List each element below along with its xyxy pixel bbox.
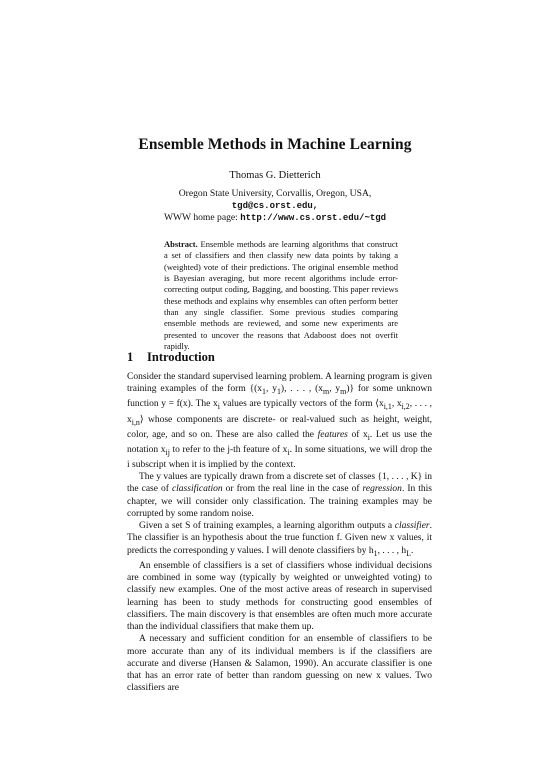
homepage-link[interactable]: http://www.cs.orst.edu/~tgd [240, 213, 387, 224]
section-number: 1 [127, 350, 134, 364]
section-heading [127, 350, 215, 365]
author-name: Thomas G. Dietterich [229, 170, 321, 181]
body-text [127, 371, 432, 695]
abstract-text: Ensemble methods are learning algorithms that construct a set of classifiers and then classify new data points by taking a (weighted) vote of their predictions. The original ensemble method is Bayesian averaging, but more recent algorithms include error-correcting output coding, Bagging, and boosting. This paper reviews these methods and explains why ensembles can often perform better than any single classifier. Some previous studies comparing ensemble methods are reviewed, and some new experiments are presented to uncover the reasons that Adaboost does not overfit rapidly. [164, 239, 399, 352]
homepage-label: WWW home page: [163, 212, 241, 224]
abstract-label: Abstract. [164, 239, 198, 249]
author-affiliation [0, 188, 550, 225]
abstract [164, 239, 398, 352]
paragraph-3: Given a set S of training examples, a learning algorithm outputs a classifier. The classifier is an hypothesis about the true function f. Given new x values, it predicts the corresponding y values. I will denote classifiers by $h_1$, . . . , $h_L$. [127, 521, 432, 558]
email-link[interactable]: tgd@cs.orst.edu, [231, 201, 319, 212]
section-title: Introduction [147, 350, 215, 364]
institution: Oregon State University, Corvallis, Oregon, USA, [178, 188, 372, 199]
paragraph-4: An ensemble of classifiers is a set of classifiers whose individual decisions are combined in some way (typically by weighted or unweighted voting) to classify new examples. One of the most active areas of research in supervised learning has been to study methods for constructing good ensembles of classifiers. The main discovery is that ensembles are often much more accurate than the individual classifiers that make them up. [127, 560, 432, 633]
paragraph-5: A necessary and sufficient condition for an ensemble of classifiers to be more accurate than any of its individual members is if the classifiers are accurate and diverse (Hansen & Salamon, 1990). An accurate classifier is one that has an error rate of better than random guessing on new x values. Two classifiers are [127, 634, 432, 694]
paragraph-2: The y values are typically drawn from a discrete set of classes {1, . . . , K} in the case of classification or from the real line in the case of regression. In this chapter, we will consider only classification. The training examples may be corrupted by some random noise. [127, 472, 432, 519]
paragraph-1: Consider the standard supervised learning problem. A learning program is given training examples of the form {($x_1$, $y_1$), . . . , ($x_m$, $y_m$)} for some unknown function y = f(x). The $x_i$ values are typically vectors of the form $⟨x_{i,1}$, $x_{i,2}$, . . . , $x_{i,n}⟩$ whose components are discrete- or real-valued such as height, weight, color, age, and so on. These are also called the features of $x_i$. Let us use the notation $x_{ij}$ to refer to the j-th feature of $x_i$. In some situations, we will drop the i subscript when it is implied by the context. [127, 372, 433, 470]
paper-title: Ensemble Methods in Machine Learning [138, 136, 412, 153]
